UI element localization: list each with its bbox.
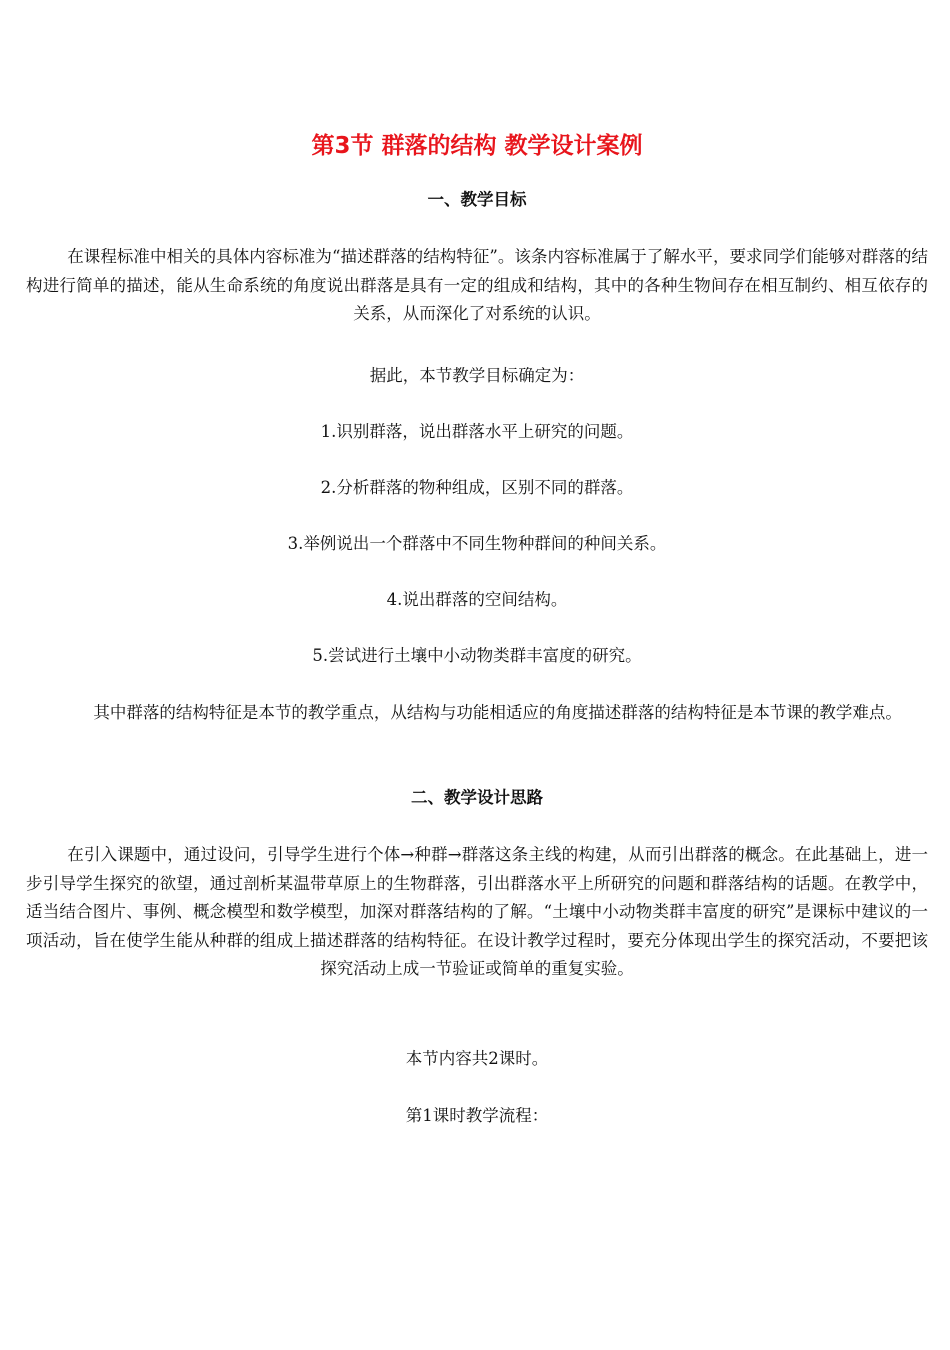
goal-item-3: 3.举例说出一个群落中不同生物种群间的种间关系。 (287, 534, 667, 553)
document-title: 第3节 群落的结构 教学设计案例 (311, 133, 643, 159)
section-heading-goals: 一、教学目标 (427, 190, 527, 209)
goal-item-4: 4.说出群落的空间结构。 (386, 590, 568, 609)
paragraph-design-approach: 在引入课题中，通过设问，引导学生进行个体→种群→群落这条主线的构建，从而引出群落的概念。在此基础上，进一步引导学生探究的欲望，通过剖析某温带草原上的生物群落，引出群落水平上所研究的问题和群落结构的话题。在教学中，适当结合图片、事例、概念模型和数学模型，加深对群落结构的了解。“土壤中小动物类群丰富度的研究”是课标中建议的一项活动，旨在使学生能从种群的组成上描述群落的结构特征。在设计教学过程时，要充分体现出学生的探究活动，不要把该探究活动上成一节验证或简单的重复实验。 (26, 845, 928, 978)
paragraph-lesson-hours: 本节内容共2课时。 (405, 1049, 549, 1068)
paragraph-lesson-flow-label: 第1课时教学流程： (405, 1106, 549, 1125)
goal-item-2: 2.分析群落的物种组成，区别不同的群落。 (320, 478, 634, 497)
goal-item-5: 5.尝试进行土壤中小动物类群丰富度的研究。 (312, 646, 642, 665)
section-heading-design: 二、教学设计思路 (411, 788, 543, 807)
paragraph-curriculum-standard: 在课程标准中相关的具体内容标准为“描述群落的结构特征”。该条内容标准属于了解水平，要求同学们能够对群落的结构进行简单的描述，能从生命系统的角度说出群落是具有一定的组成和结构，其中的各种生物间存在相互制约、相互依存的关系，从而深化了对系统的认识。 (26, 247, 928, 323)
paragraph-goals-lead: 据此，本节教学目标确定为： (369, 366, 585, 385)
paragraph-key-points: 其中群落的结构特征是本节的教学重点，从结构与功能相适应的角度描述群落的结构特征是本节课的教学难点。 (93, 703, 902, 722)
document-page (26, 0, 928, 1350)
goal-item-1: 1.识别群落，说出群落水平上研究的问题。 (320, 422, 634, 441)
